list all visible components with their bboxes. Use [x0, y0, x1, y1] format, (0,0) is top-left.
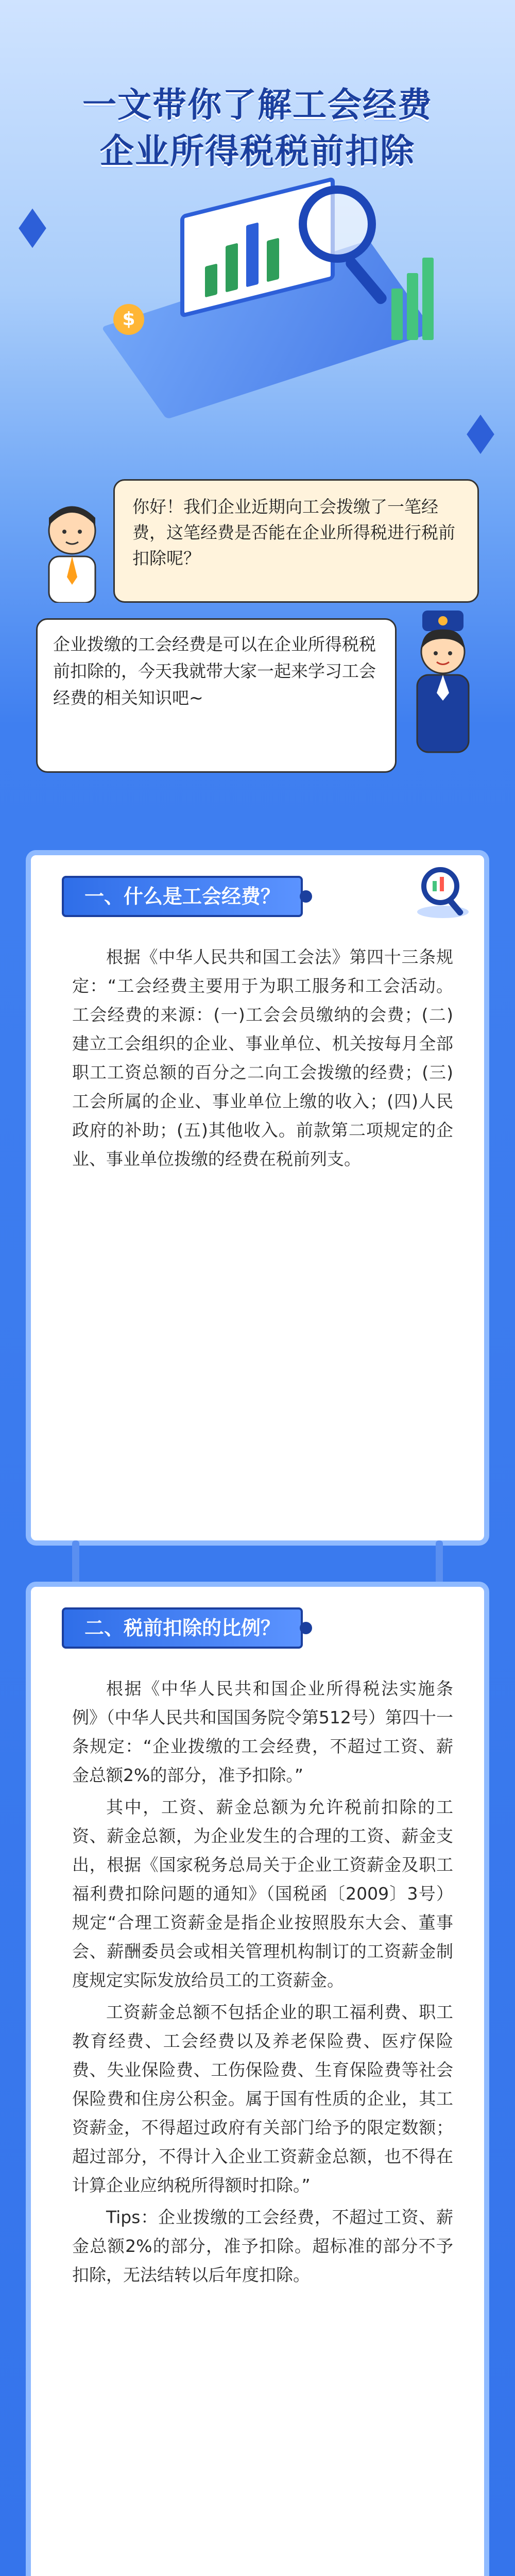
bar-chart-icon — [226, 243, 238, 292]
connector — [72, 1540, 79, 1587]
heading-dot — [300, 890, 312, 903]
paragraph: 根据《中华人民共和国工会法》第四十三条规定：“工会经费主要用于为职工服务和工会活动。工会经费的来源：(一)工会会员缴纳的会费；(二)建立工会组织的企业、事业单位、机关按每月全部职工工资总额的百分之二向工会拨缴的经费；(三)工会所属的企业、事业单位上缴的收入；(四)人民政府的补助；(五)其他收入。前款第二项规定的企业、事业单位拨缴的经费在税前列支。 — [72, 947, 453, 1169]
bar-chart-icon — [407, 273, 418, 340]
answer-bubble: 企业拨缴的工会经费是可以在企业所得税税前扣除的，今天我就带大家一起来学习工会经费的相关知识吧~ — [36, 618, 397, 773]
section-heading-2-text: 二、税前扣除的比例？ — [84, 1617, 281, 1639]
bar-chart-icon — [205, 263, 217, 297]
hero-illustration — [103, 185, 433, 402]
bar-chart-icon — [422, 258, 434, 340]
cube-decoration — [467, 415, 494, 454]
man-avatar-icon — [36, 500, 108, 603]
bar-chart-icon — [391, 289, 403, 340]
paragraph: 工资薪金总额不包括企业的职工福利费、职工教育经费、工会经费以及养老保险费、医疗保险费、失业保险费、工伤保险费、生育保险费等社会保险费和住房公积金。属于国有性质的企业，其工资薪金，不得超过政府有关部门给予的限定数额；超过部分，不得计入企业工资薪金总额，也不得在计算企业应纳税所得额时扣除。” — [72, 2002, 453, 2195]
magnifier-icon — [299, 185, 376, 263]
question-bubble: 你好！我们企业近期向工会拨缴了一笔经费，这笔经费是否能在企业所得税进行税前扣除呢？ — [113, 479, 479, 603]
paragraph: 其中，工资、薪金总额为允许税前扣除的工资、薪金总额，为企业发生的合理的工资、薪金支出，根据《国家税务总局关于企业工资薪金及职工福利费扣除问题的通知》（国税函〔2009〕3号）规定“合理工资薪金是指企业按照股东大会、董事会、薪酬委员会或相关管理机构制订的工资薪金制度规定实际发放给员工的工资薪金。 — [72, 1797, 453, 1990]
section-body-1 — [72, 943, 453, 1177]
connector — [436, 1540, 443, 1587]
section-card-1 — [26, 850, 489, 1546]
section-heading-2 — [62, 1607, 303, 1649]
intro-dialogue — [36, 479, 484, 814]
tax-officer-avatar-icon — [402, 603, 484, 757]
bar-chart-icon — [267, 238, 279, 282]
dollar-coin-icon: $ — [113, 304, 144, 335]
cube-decoration — [19, 209, 46, 248]
section-heading-1 — [62, 876, 303, 917]
page-title-line1: 一文带你了解工会经费 — [82, 85, 433, 125]
paragraph: 根据《中华人民共和国企业所得税法实施条例》（中华人民共和国国务院令第512号）第四十一条规定：“企业拨缴的工会经费，不超过工资、薪金总额2%的部分，准予扣除。” — [72, 1679, 453, 1785]
page-title-line2: 企业所得税税前扣除 — [100, 131, 415, 171]
section-heading-1-text: 一、什么是工会经费？ — [84, 885, 281, 908]
tip-paragraph: Tips：企业拨缴的工会经费，不超过工资、薪金总额2%的部分，准予扣除。超标准的部分不予扣除，无法结转以后年度扣除。 — [72, 2207, 453, 2285]
heading-dot — [300, 1622, 312, 1634]
magnifier-icon — [412, 860, 474, 922]
section-card-2 — [26, 1582, 489, 2576]
hero-banner — [0, 0, 515, 515]
section-body-2 — [72, 1674, 453, 2293]
bar-chart-icon — [246, 223, 259, 287]
